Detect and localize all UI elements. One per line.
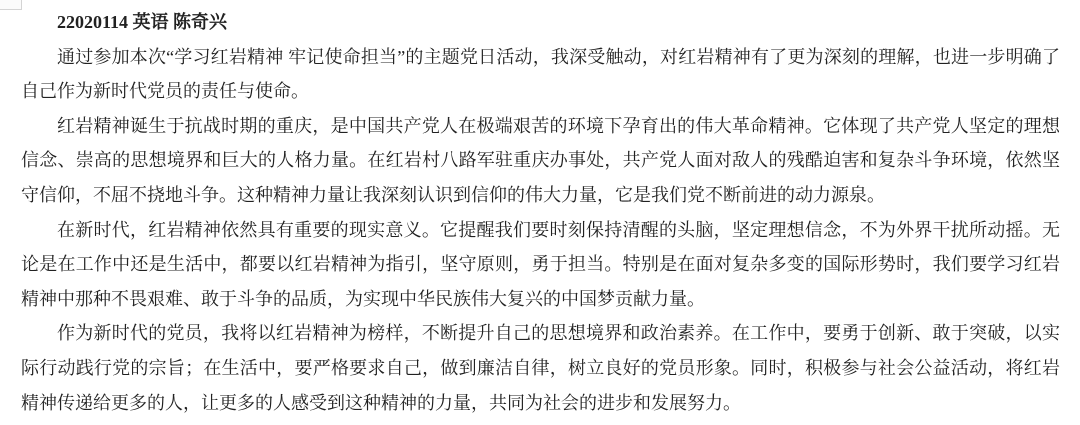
table-corner-mark [0, 0, 22, 10]
paragraph-commitment: 作为新时代的党员，我将以红岩精神为榜样，不断提升自己的思想境界和政治素养。在工作中，要勇于创新、敢于突破，以实际行动践行党的宗旨；在生活中，要严格要求自己，做到廉洁自律，树立良好的党员形象。同时，积极参与社会公益活动，将红岩精神传递给更多的人，让更多的人感受到这种精神的力量，共同为社会的进步和发展努力。 [21, 323, 1060, 413]
paragraph-intro: 通过参加本次“学习红岩精神 牢记使命担当”的主题党日活动，我深受触动，对红岩精神有了更为深刻的理解，也进一步明确了自己作为新时代党员的责任与使命。 [21, 46, 1060, 102]
paragraph-origin: 红岩精神诞生于抗战时期的重庆，是中国共产党人在极端艰苦的环境下孕育出的伟大革命精神。它体现了共产党人坚定的理想信念、崇高的思想境界和巨大的人格力量。在红岩村八路军驻重庆办事处，共产党人面对敌人的残酷迫害和复杂斗争环境，依然坚守信仰，不屈不挠地斗争。这种精神力量让我深刻认识到信仰的伟大力量，它是我们党不断前进的动力源泉。 [21, 115, 1060, 205]
document-title: 22020114 英语 陈奇兴 [57, 12, 228, 32]
paragraph-modern-meaning: 在新时代，红岩精神依然具有重要的现实意义。它提醒我们要时刻保持清醒的头脑，坚定理想信念，不为外界干扰所动摇。无论是在工作中还是生活中，都要以红岩精神为指引，坚守原则，勇于担当。特别是在面对复杂多变的国际形势时，我们要学习红岩精神中那种不畏艰难、敢于斗争的品质，为实现中华民族伟大复兴的中国梦贡献力量。 [21, 219, 1060, 309]
